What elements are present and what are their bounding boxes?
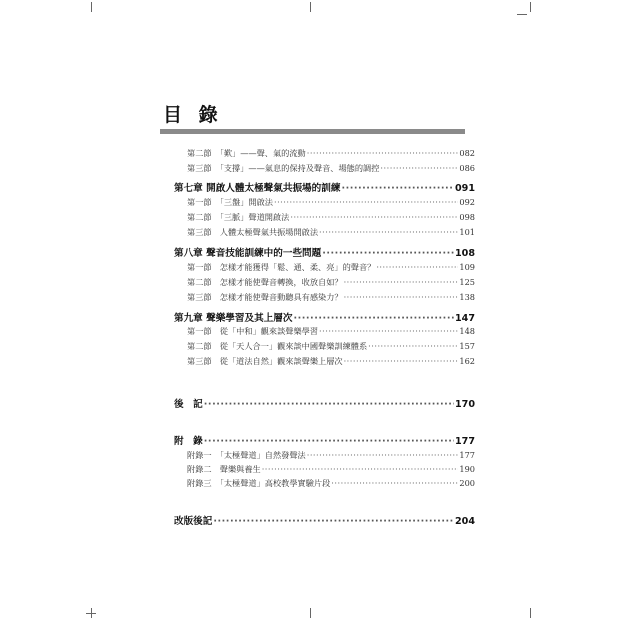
toc-entry[interactable]	[187, 163, 475, 174]
toc-entry-label: 附錄一 「太極聲道」自然發聲法	[187, 450, 306, 460]
crop-mark	[530, 2, 531, 12]
toc-chapter-page: 177	[454, 436, 475, 447]
leader-dots	[344, 356, 459, 366]
leader-dots	[274, 197, 458, 207]
toc-entry[interactable]	[187, 341, 475, 352]
crop-mark	[310, 608, 311, 618]
toc-entry-label: 第三節 從「道法自然」觀來談聲樂上層次	[187, 356, 343, 366]
toc-entry-page: 200	[459, 478, 475, 488]
toc-entry-label: 第二節 怎樣才能使聲音轉換，收放自如？	[187, 277, 343, 287]
toc-entry[interactable]	[187, 326, 475, 337]
toc-entry-label: 附錄二 聲樂與養生	[187, 464, 261, 474]
toc-chapter-label: 第八章 聲音技能訓練中的一些問題	[174, 248, 322, 259]
toc-entry-page: 092	[459, 197, 475, 207]
leader-dots	[341, 183, 454, 194]
leader-dots	[204, 399, 454, 410]
toc-chapter-label: 改版後記	[174, 516, 213, 527]
toc-entry[interactable]	[187, 292, 475, 303]
toc-chapter-page: 108	[454, 248, 475, 259]
leader-dots	[376, 262, 458, 272]
toc-chapter-label: 第七章 開啟人體太極聲氣共振場的訓練	[174, 183, 341, 194]
leader-dots	[319, 326, 458, 336]
toc-entry[interactable]	[187, 464, 475, 475]
toc-entry[interactable]	[187, 197, 475, 208]
toc-chapter-label: 後 記	[174, 399, 203, 410]
toc-entry-label: 第三節 「支撐」——氣息的保持及聲音、場態的調控	[187, 163, 380, 173]
toc-entry[interactable]	[187, 148, 475, 159]
toc-chapter[interactable]	[174, 245, 475, 259]
page-title: 目 錄	[163, 104, 223, 126]
toc-entry-label: 第一節 「三盤」開啟法	[187, 197, 273, 207]
leader-dots	[262, 464, 459, 474]
leader-dots	[368, 341, 458, 351]
toc-entry[interactable]	[187, 450, 475, 461]
toc-chapter[interactable]	[174, 396, 475, 410]
toc-entry-page: 157	[459, 341, 475, 351]
toc-entry-page: 190	[459, 464, 475, 474]
toc-entry[interactable]	[187, 227, 475, 238]
toc-entry-label: 附錄三 「太極聲道」高校教學實驗片段	[187, 478, 331, 488]
leader-dots	[204, 436, 454, 447]
title-rule	[160, 129, 465, 134]
toc-entry-label: 第三節 怎樣才能使聲音動聽具有感染力？	[187, 292, 343, 302]
leader-dots	[307, 450, 459, 460]
leader-dots	[319, 227, 458, 237]
toc-chapter-label: 第九章 聲樂學習及其上層次	[174, 313, 293, 324]
toc-entry-page: 109	[459, 262, 475, 272]
leader-dots	[307, 148, 459, 158]
toc-entry-page: 177	[459, 450, 475, 460]
toc-chapter-page: 147	[454, 313, 475, 324]
toc-entry-page: 138	[459, 292, 475, 302]
toc-entry[interactable]	[187, 356, 475, 367]
crop-mark	[86, 613, 96, 614]
toc-entry-label: 第三節 人體太極聲氣共振場開啟法	[187, 227, 319, 237]
toc-chapter[interactable]	[174, 180, 475, 194]
toc-entry-label: 第二節 從「天人合一」觀來談中國聲樂訓練體系	[187, 341, 368, 351]
leader-dots	[293, 313, 454, 324]
toc-chapter[interactable]	[174, 433, 475, 447]
toc-entry-label: 第二節 「歎」——聲、氣的流動	[187, 148, 306, 158]
leader-dots	[380, 163, 458, 173]
toc-entry-page: 148	[459, 326, 475, 336]
leader-dots	[213, 516, 454, 527]
toc-entry-page: 086	[459, 163, 475, 173]
crop-mark	[517, 14, 527, 15]
crop-mark	[530, 608, 531, 618]
leader-dots	[290, 212, 458, 222]
toc-entry-page: 125	[459, 277, 475, 287]
leader-dots	[344, 277, 459, 287]
toc-entry-label: 第二節 「三脈」聲道開啟法	[187, 212, 290, 222]
toc-chapter[interactable]	[174, 310, 475, 324]
leader-dots	[322, 248, 454, 259]
toc-entry-page: 098	[459, 212, 475, 222]
toc-chapter-page: 204	[454, 516, 475, 527]
toc-chapter[interactable]	[174, 513, 475, 527]
toc-chapter-page: 091	[454, 183, 475, 194]
leader-dots	[344, 292, 459, 302]
toc-chapter-label: 附 錄	[174, 436, 203, 447]
toc-entry-label: 第一節 怎樣才能獲得「鬆、通、柔、亮」的聲音？	[187, 262, 376, 272]
toc-entry-label: 第一節 從「中和」觀來談聲樂學習	[187, 326, 319, 336]
toc-entry[interactable]	[187, 262, 475, 273]
leader-dots	[331, 478, 458, 488]
toc-entry[interactable]	[187, 277, 475, 288]
toc-entry[interactable]	[187, 212, 475, 223]
crop-mark	[91, 2, 92, 12]
crop-mark	[310, 2, 311, 12]
toc-chapter-page: 170	[454, 399, 475, 410]
toc-entry-page: 082	[459, 148, 475, 158]
toc-entry-page: 101	[459, 227, 475, 237]
toc-entry[interactable]	[187, 478, 475, 489]
toc-entry-page: 162	[459, 356, 475, 366]
